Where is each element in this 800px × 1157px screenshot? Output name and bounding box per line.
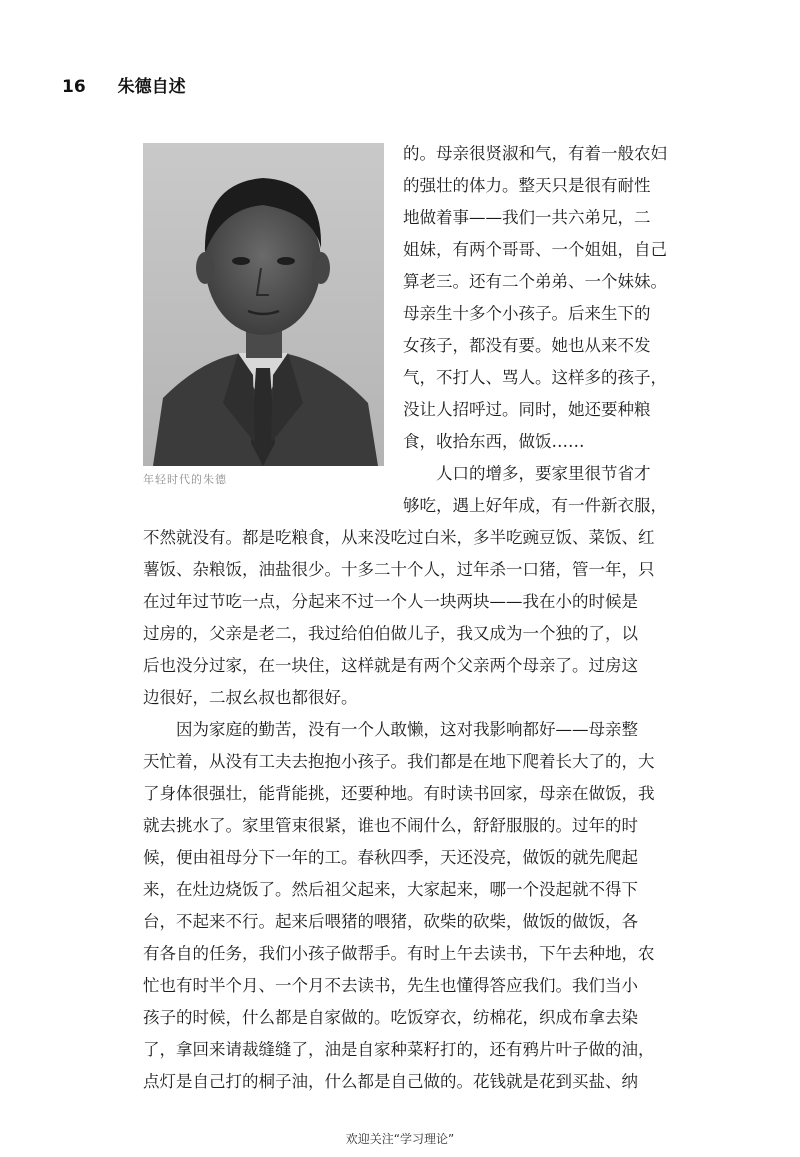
text-line: 母亲生十多个小孩子。后来生下的 <box>403 304 651 323</box>
running-header <box>62 72 186 97</box>
portrait-image <box>143 143 384 466</box>
text-line: 就去挑水了。家里管束很紧，谁也不闹什么，舒舒服服的。过年的时 <box>143 816 638 835</box>
text-line: 台，不起来不行。起来后喂猪的喂猪，砍柴的砍柴，做饭的做饭，各 <box>143 912 638 931</box>
text-line: 了，拿回来请裁缝缝了，油是自家种菜籽打的，还有鸦片叶子做的油， <box>143 1040 655 1059</box>
text-line: 的。母亲很贤淑和气，有着一般农妇 <box>403 144 667 163</box>
text-line: 薯饭、杂粮饭，油盐很少。十多二十个人，过年杀一口猪，管一年，只 <box>143 560 655 579</box>
text-line: 边很好，二叔幺叔也都很好。 <box>143 688 358 707</box>
text-line: 点灯是自己打的桐子油，什么都是自己做的。花钱就是花到买盐、纳 <box>143 1072 638 1091</box>
text-line: 后也没分过家，在一块住，这样就是有两个父亲两个母亲了。过房这 <box>143 656 638 675</box>
text-line: 候，便由祖母分下一年的工。春秋四季，天还没亮，做饭的就先爬起 <box>143 848 638 867</box>
photo-caption: 年轻时代的朱德 <box>143 473 227 486</box>
text-line: 女孩子，都没有要。她也从来不发 <box>403 336 651 355</box>
text-line: 过房的，父亲是老二，我过给伯伯做儿子，我又成为一个独的了，以 <box>143 624 638 643</box>
text-line: 在过年过节吃一点，分起来不过一个人一块两块——我在小的时候是 <box>143 592 638 611</box>
text-line: 天忙着，从没有工夫去抱抱小孩子。我们都是在地下爬着长大了的，大 <box>143 752 655 771</box>
text-line: 够吃，遇上好年成，有一件新衣服， <box>403 496 667 515</box>
text-line: 有各自的任务，我们小孩子做帮手。有时上午去读书，下午去种地，农 <box>143 944 655 963</box>
text-line: 忙也有时半个月、一个月不去读书，先生也懂得答应我们。我们当小 <box>143 976 638 995</box>
text-line: 食，收拾东西，做饭…… <box>403 432 585 451</box>
page-number: 16 <box>62 77 86 97</box>
text-line: 姐妹，有两个哥哥、一个姐姐，自己 <box>403 240 667 259</box>
book-title: 朱德自述 <box>117 77 186 97</box>
text-line: 没让人招呼过。同时，她还要种粮 <box>403 400 651 419</box>
text-line: 气，不打人、骂人。这样多的孩子， <box>403 368 667 387</box>
paragraph-start-line: 因为家庭的勤苦，没有一个人敢懒，这对我影响都好——母亲整 <box>176 720 638 739</box>
paragraph-start-line: 人口的增多，要家里很节省才 <box>436 464 651 483</box>
footer-note: 欢迎关注“学习理论” <box>345 1132 455 1146</box>
text-line: 孩子的时候，什么都是自家做的。吃饭穿衣，纺棉花，织成布拿去染 <box>143 1008 638 1027</box>
text-line: 算老三。还有二个弟弟、一个妹妹。 <box>403 272 667 291</box>
text-line: 了身体很强壮，能背能挑，还要种地。有时读书回家，母亲在做饭，我 <box>143 784 655 803</box>
text-line: 不然就没有。都是吃粮食，从来没吃过白米，多半吃豌豆饭、菜饭、红 <box>143 528 655 547</box>
portrait-photo <box>143 143 384 466</box>
text-line: 来，在灶边烧饭了。然后祖父起来，大家起来，哪一个没起就不得下 <box>143 880 638 899</box>
text-line: 的强壮的体力。整天只是很有耐性 <box>403 176 651 195</box>
text-line: 地做着事——我们一共六弟兄，二 <box>403 208 651 227</box>
